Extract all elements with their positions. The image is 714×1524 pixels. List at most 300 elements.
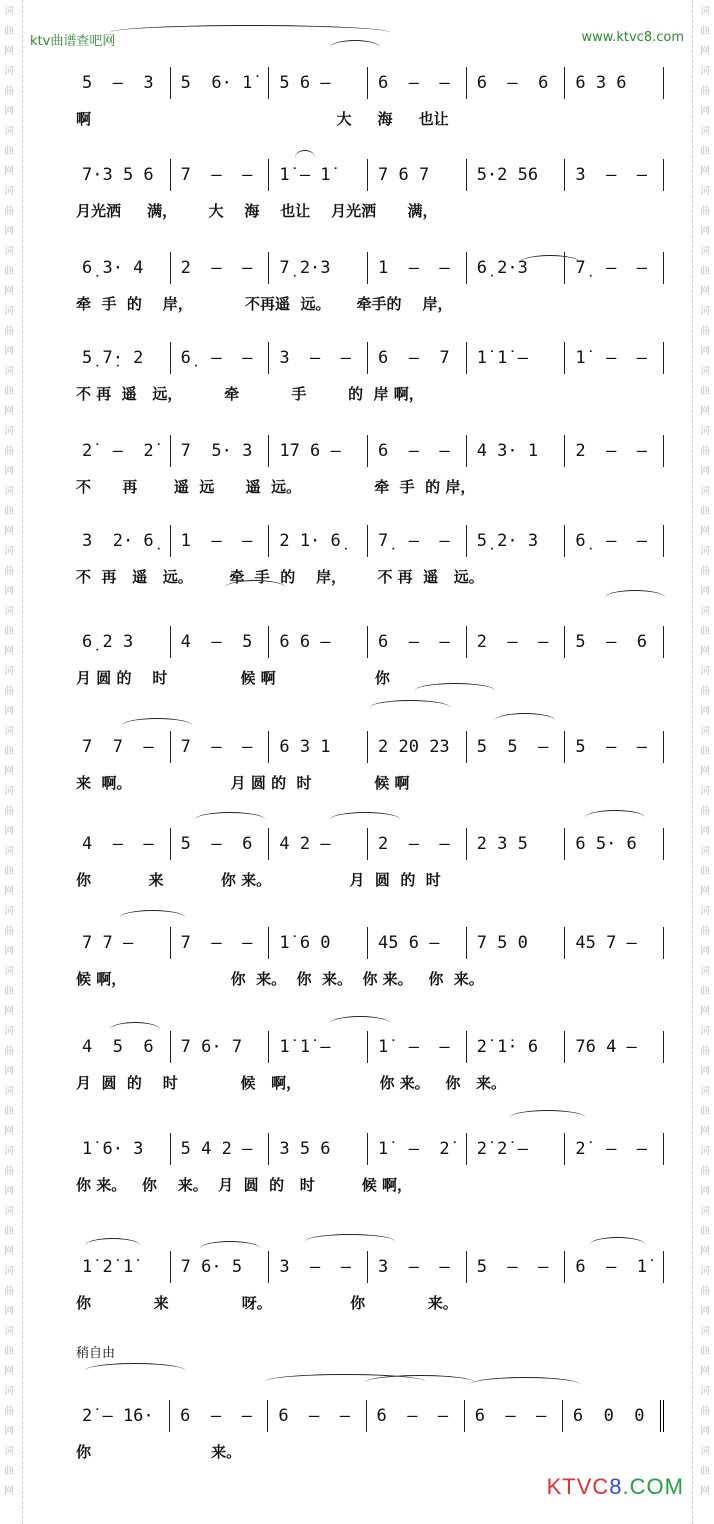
lyrics-line: 不 再 遥 远， 牵 手 的 岸 啊， (76, 385, 424, 403)
watermark-char: 词 (700, 1086, 710, 1097)
watermark-group (696, 302, 714, 362)
lyrics-line: 来 啊。 月 圆 的 时 候 啊 (76, 774, 410, 792)
slur-arc (590, 1237, 645, 1252)
watermark-char: 曲 (4, 1406, 14, 1417)
slur-arc (122, 718, 192, 733)
watermark-char: 词 (4, 546, 14, 557)
watermark-char: 网 (700, 406, 710, 417)
notes-line (72, 528, 664, 554)
watermark-char: 词 (700, 306, 710, 317)
measure: 76 4 – (565, 1031, 664, 1063)
slur-arc (585, 810, 645, 825)
measure: 2̇ 2̇ – (467, 1133, 566, 1165)
measure: 3 – – (368, 1251, 467, 1283)
watermark-char: 曲 (700, 1166, 710, 1177)
watermark-char: 网 (4, 226, 14, 237)
slur-arc (605, 590, 665, 605)
measure: 5 – – (565, 731, 664, 763)
logo-part-com: .COM (622, 1474, 684, 1499)
footer-logo (547, 1474, 684, 1500)
watermark-char: 网 (700, 1066, 710, 1077)
watermark-char: 曲 (700, 866, 710, 877)
watermark-char: 曲 (4, 206, 14, 217)
notes-line (72, 438, 664, 464)
measure: 7 7 – (72, 927, 171, 959)
watermark-char: 曲 (4, 386, 14, 397)
watermark-char: 词 (4, 1206, 14, 1217)
lyrics-line: 啊 大 海 也让 (76, 110, 449, 128)
watermark-char: 词 (4, 486, 14, 497)
watermark-char: 词 (700, 66, 710, 77)
watermark-char: 曲 (4, 266, 14, 277)
measure: 6 6 – (269, 626, 368, 658)
watermark-char: 网 (4, 586, 14, 597)
measure: 4 – 5 (171, 626, 270, 658)
watermark-char: 词 (4, 126, 14, 137)
watermark-group (696, 1082, 714, 1142)
watermark-char: 曲 (700, 86, 710, 97)
watermark-group (0, 842, 18, 902)
watermark-group (696, 1142, 714, 1202)
score-row (72, 438, 664, 497)
measure: 6̣ 2 3 (72, 626, 171, 658)
watermark-char: 词 (4, 1026, 14, 1037)
measure: 6 3 1 (269, 731, 368, 763)
slur-arc (370, 700, 450, 715)
watermark-char: 词 (700, 906, 710, 917)
lyrics-line: 候 啊， 你 来。 你 来。 你 来。 你 来。 (76, 970, 484, 988)
watermark-char: 网 (4, 1126, 14, 1137)
watermark-char: 曲 (4, 686, 14, 697)
watermark-char: 曲 (4, 1286, 14, 1297)
watermark-char: 网 (700, 1306, 710, 1317)
notes-line (72, 734, 664, 760)
watermark-char: 网 (4, 1306, 14, 1317)
measure: 6 – – (465, 1400, 563, 1432)
measure: 7 6 7 (368, 159, 467, 191)
watermark-char: 曲 (4, 1046, 14, 1057)
watermark-char: 曲 (700, 626, 710, 637)
slur-arc (330, 1016, 390, 1031)
lyrics-line: 你 来。 你 来。 月 圆 的 时 候 啊， (76, 1176, 412, 1194)
measure: 7 – – (171, 927, 270, 959)
measure: 6 – – (367, 1400, 465, 1432)
watermark-char: 网 (700, 346, 710, 357)
watermark-char: 网 (700, 586, 710, 597)
measure: 6 – – (368, 67, 467, 99)
watermark-char: 网 (4, 466, 14, 477)
watermark-char: 网 (700, 46, 710, 57)
watermark-group (696, 542, 714, 602)
watermark-char: 曲 (700, 266, 710, 277)
watermark-char: 网 (4, 286, 14, 297)
notes-line (72, 629, 664, 655)
watermark-char: 曲 (700, 446, 710, 457)
watermark-group (696, 482, 714, 542)
watermark-group (0, 122, 18, 182)
watermark-char: 词 (4, 306, 14, 317)
watermark-group (0, 662, 18, 722)
measure: 7 5· 3 (171, 435, 270, 467)
notes-line (72, 345, 664, 371)
watermark-char: 词 (700, 846, 710, 857)
slur-arc (85, 1363, 185, 1378)
watermark-char: 曲 (4, 1106, 14, 1117)
slur-arc (110, 25, 390, 40)
measure: 6 – – (268, 1400, 366, 1432)
watermark-char: 曲 (700, 26, 710, 37)
measure: 1̇7 6 – (269, 435, 368, 467)
watermark-group (696, 1022, 714, 1082)
measure: 1̇ – – (368, 1031, 467, 1063)
watermark-char: 曲 (4, 746, 14, 757)
site-name: ktv曲谱查吧网 (30, 34, 116, 49)
measure: 5̣ 7̣· 2 (72, 342, 171, 374)
watermark-char: 词 (4, 66, 14, 77)
measure: 5 4 2 – (171, 1133, 270, 1165)
measure: 7 5 0 (467, 927, 566, 959)
watermark-group (696, 1322, 714, 1382)
notes-line (72, 162, 664, 188)
measure: 1̇ – 1̇ (269, 159, 368, 191)
measure: 1̇ 6 0 (269, 927, 368, 959)
notes-line (72, 1403, 664, 1429)
lyrics-line: 月 圆 的 时 候 啊， 你 来。 你 来。 (76, 1074, 506, 1092)
slur-arc (330, 40, 380, 55)
watermark-char: 词 (700, 486, 710, 497)
watermark-group (0, 962, 18, 1022)
slur-arc (495, 713, 555, 728)
watermark-char: 网 (700, 1186, 710, 1197)
site-url[interactable]: www.ktvc8.com (581, 30, 684, 45)
watermark-char: 词 (4, 966, 14, 977)
watermark-char: 曲 (4, 26, 14, 37)
watermark-group (0, 602, 18, 662)
watermark-char: 曲 (4, 1166, 14, 1177)
watermark-group (696, 62, 714, 122)
watermark-char: 网 (4, 826, 14, 837)
lyrics-line: 不 再 遥 远。 牵 手 的 岸， 不 再 遥 远。 (76, 568, 484, 586)
measure: 5 – – (467, 1251, 566, 1283)
watermark-char: 网 (700, 166, 710, 177)
watermark-char: 网 (700, 766, 710, 777)
watermark-char: 词 (4, 1266, 14, 1277)
lyrics-line: 你 来 呀。 你 来。 (76, 1294, 458, 1312)
watermark-char: 网 (4, 166, 14, 177)
watermark-group (0, 782, 18, 842)
slur-arc (470, 1377, 580, 1392)
watermark-group (696, 902, 714, 962)
measure: 1̇ – 2̇ (368, 1133, 467, 1165)
watermark-char: 曲 (700, 506, 710, 517)
watermark-char: 曲 (4, 146, 14, 157)
measure: 2̇ – 1̇6· (72, 1400, 170, 1432)
measure: 7̣ – – (565, 252, 664, 284)
watermark-group (0, 482, 18, 542)
watermark-group (696, 602, 714, 662)
measure: 7 7 – (72, 731, 171, 763)
watermark-char: 网 (700, 286, 710, 297)
measure: 2̇ 1̇· 6 (467, 1031, 566, 1063)
watermark-group (696, 962, 714, 1022)
watermark-group (0, 722, 18, 782)
watermark-group (696, 662, 714, 722)
watermark-group (696, 782, 714, 842)
measure: 5 5 – (467, 731, 566, 763)
measure: 3 2· 6̣ (72, 525, 171, 557)
measure: 6 – 1̇ (565, 1251, 664, 1283)
measure: 5 – 3 (72, 67, 171, 99)
measure: 4 5 6 (72, 1031, 171, 1063)
left-watermark (0, 0, 18, 1502)
measure: 6 – 7 (368, 342, 467, 374)
score-row (72, 345, 664, 404)
watermark-char: 曲 (700, 1106, 710, 1117)
watermark-char: 曲 (700, 1466, 710, 1477)
watermark-group (0, 902, 18, 962)
slur-arc (120, 910, 185, 925)
watermark-char: 网 (700, 226, 710, 237)
watermark-group (0, 1442, 18, 1502)
watermark-char: 网 (4, 1486, 14, 1497)
watermark-char: 曲 (4, 446, 14, 457)
watermark-group (696, 1382, 714, 1442)
watermark-group (0, 362, 18, 422)
measure: 1 – – (171, 525, 270, 557)
watermark-char: 词 (700, 6, 710, 17)
slur-arc (85, 1238, 140, 1253)
measure: 2̇ – 2̇ (72, 435, 171, 467)
watermark-char: 曲 (700, 686, 710, 697)
logo-part-ktvc: KTVC (546, 1474, 610, 1499)
measure: 1̇ 2̇ 1̇ (72, 1251, 171, 1283)
watermark-char: 词 (700, 606, 710, 617)
watermark-group (0, 2, 18, 62)
watermark-char: 词 (4, 426, 14, 437)
watermark-char: 网 (700, 946, 710, 957)
score-row (72, 1034, 664, 1093)
watermark-char: 曲 (700, 1226, 710, 1237)
measure: 4 2 – (269, 828, 368, 860)
measure: 1̇ – – (565, 342, 664, 374)
score-row (72, 930, 664, 989)
slur-arc (110, 1022, 160, 1037)
watermark-char: 网 (700, 826, 710, 837)
measure: 6 5· 6 (565, 828, 664, 860)
watermark-char: 曲 (4, 986, 14, 997)
measure: 3 – – (269, 1251, 368, 1283)
watermark-char: 网 (700, 706, 710, 717)
slur-arc (305, 1234, 395, 1249)
measure: 2 – – (467, 626, 566, 658)
watermark-char: 词 (4, 606, 14, 617)
measure: 5·2 56 (467, 159, 566, 191)
watermark-char: 网 (4, 1246, 14, 1257)
watermark-char: 网 (4, 1366, 14, 1377)
watermark-char: 网 (4, 406, 14, 417)
watermark-char: 词 (4, 6, 14, 17)
lyrics-line: 你 来。 (76, 1443, 242, 1461)
watermark-char: 网 (700, 646, 710, 657)
slur-arc (510, 1110, 585, 1125)
watermark-char: 网 (4, 526, 14, 537)
watermark-group (0, 1322, 18, 1382)
lyrics-line: 月 圆 的 时 候 啊 你 (76, 669, 390, 687)
watermark-char: 曲 (4, 1346, 14, 1357)
watermark-char: 曲 (4, 926, 14, 937)
slur-arc (200, 1241, 260, 1256)
watermark-group (0, 302, 18, 362)
watermark-group (696, 842, 714, 902)
watermark-char: 词 (700, 186, 710, 197)
left-margin-line (22, 0, 23, 1524)
score-row (72, 162, 664, 221)
watermark-char: 词 (4, 786, 14, 797)
watermark-char: 曲 (700, 1046, 710, 1057)
watermark-group (0, 62, 18, 122)
measure: 5 – 6 (171, 828, 270, 860)
measure: 7 – – (171, 159, 270, 191)
watermark-char: 网 (4, 706, 14, 717)
score-row (72, 70, 664, 129)
watermark-group (696, 722, 714, 782)
watermark-char: 曲 (700, 806, 710, 817)
measure: 3 5 6 (269, 1133, 368, 1165)
measure: 1̇ 1̇ – (467, 342, 566, 374)
measure: 6̣ – – (171, 342, 270, 374)
measure: 5 – 6 (565, 626, 664, 658)
watermark-char: 曲 (700, 926, 710, 937)
watermark-char: 网 (4, 1006, 14, 1017)
watermark-group (0, 1082, 18, 1142)
watermark-char: 网 (4, 1186, 14, 1197)
watermark-group (696, 1262, 714, 1322)
watermark-char: 曲 (4, 506, 14, 517)
watermark-char: 词 (4, 1386, 14, 1397)
lyrics-line: 你 来 你 来。 月 圆 的 时 (76, 871, 441, 889)
measure: 4 – – (72, 828, 171, 860)
notes-line (72, 1254, 664, 1280)
watermark-char: 词 (700, 1026, 710, 1037)
measure: 2 – – (171, 252, 270, 284)
watermark-char: 曲 (700, 746, 710, 757)
watermark-char: 网 (700, 466, 710, 477)
watermark-group (0, 1142, 18, 1202)
measure: 7 6· 7 (171, 1031, 270, 1063)
watermark-char: 词 (4, 186, 14, 197)
watermark-char: 词 (700, 1386, 710, 1397)
watermark-char: 曲 (4, 86, 14, 97)
watermark-char: 曲 (700, 1286, 710, 1297)
score-row (72, 528, 664, 587)
measure: 6̣ 3· 4 (72, 252, 171, 284)
notes-line (72, 930, 664, 956)
watermark-char: 词 (4, 366, 14, 377)
measure: 7 6· 5 (171, 1251, 270, 1283)
watermark-group (696, 242, 714, 302)
watermark-char: 词 (4, 1326, 14, 1337)
measure: 5̣ 2· 3 (467, 525, 566, 557)
notes-line (72, 1136, 664, 1162)
measure: 6̣ – – (565, 525, 664, 557)
watermark-char: 网 (700, 1486, 710, 1497)
watermark-group (696, 362, 714, 422)
measure: 5 6 – (269, 67, 368, 99)
slur-arc (295, 150, 315, 165)
measure: 2 3 5 (467, 828, 566, 860)
measure: 3 – – (269, 342, 368, 374)
watermark-char: 词 (700, 426, 710, 437)
slur-arc (415, 683, 495, 698)
watermark-char: 曲 (4, 866, 14, 877)
watermark-char: 词 (700, 1266, 710, 1277)
score-row (72, 1136, 664, 1195)
measure: 7̣ – – (368, 525, 467, 557)
measure: 6 3 6 (565, 67, 664, 99)
score-row (72, 629, 664, 688)
watermark-char: 词 (4, 1446, 14, 1457)
watermark-char: 网 (4, 106, 14, 117)
watermark-char: 网 (4, 946, 14, 957)
measure: 5 6· 1̇ (171, 67, 270, 99)
watermark-char: 词 (700, 1446, 710, 1457)
watermark-char: 曲 (700, 566, 710, 577)
watermark-char: 曲 (700, 1406, 710, 1417)
watermark-char: 词 (700, 546, 710, 557)
watermark-char: 网 (4, 346, 14, 357)
slur-arc (330, 812, 400, 827)
watermark-char: 词 (700, 366, 710, 377)
measure: 4 3· 1 (467, 435, 566, 467)
watermark-char: 词 (4, 1146, 14, 1157)
measure: 45 7 – (565, 927, 664, 959)
measure: 2 – – (368, 828, 467, 860)
watermark-char: 网 (4, 1066, 14, 1077)
score-row (72, 734, 664, 793)
notes-line (72, 831, 664, 857)
slur-arc (520, 255, 580, 270)
watermark-char: 词 (700, 786, 710, 797)
watermark-char: 词 (4, 246, 14, 257)
notes-line (72, 70, 664, 96)
slur-arc (365, 1375, 475, 1390)
measure: 1̇ 6· 3 (72, 1133, 171, 1165)
watermark-char: 词 (700, 126, 710, 137)
watermark-group (0, 1022, 18, 1082)
watermark-group (0, 422, 18, 482)
right-margin-line (692, 0, 693, 1524)
watermark-char: 曲 (4, 1226, 14, 1237)
watermark-char: 曲 (4, 326, 14, 337)
measure: 1̇ 1̇ – (269, 1031, 368, 1063)
watermark-char: 词 (4, 906, 14, 917)
watermark-group (0, 242, 18, 302)
watermark-char: 词 (700, 966, 710, 977)
watermark-group (696, 1442, 714, 1502)
measure: 3 – – (565, 159, 664, 191)
score-row (72, 1254, 664, 1313)
watermark-char: 词 (700, 726, 710, 737)
watermark-char: 曲 (4, 566, 14, 577)
watermark-group (0, 1262, 18, 1322)
watermark-group (0, 1202, 18, 1262)
watermark-group (0, 1382, 18, 1442)
watermark-char: 曲 (4, 806, 14, 817)
measure: 2 1· 6̣ (269, 525, 368, 557)
watermark-char: 曲 (700, 386, 710, 397)
watermark-char: 网 (4, 46, 14, 57)
measure: 2 20 23 (368, 731, 467, 763)
